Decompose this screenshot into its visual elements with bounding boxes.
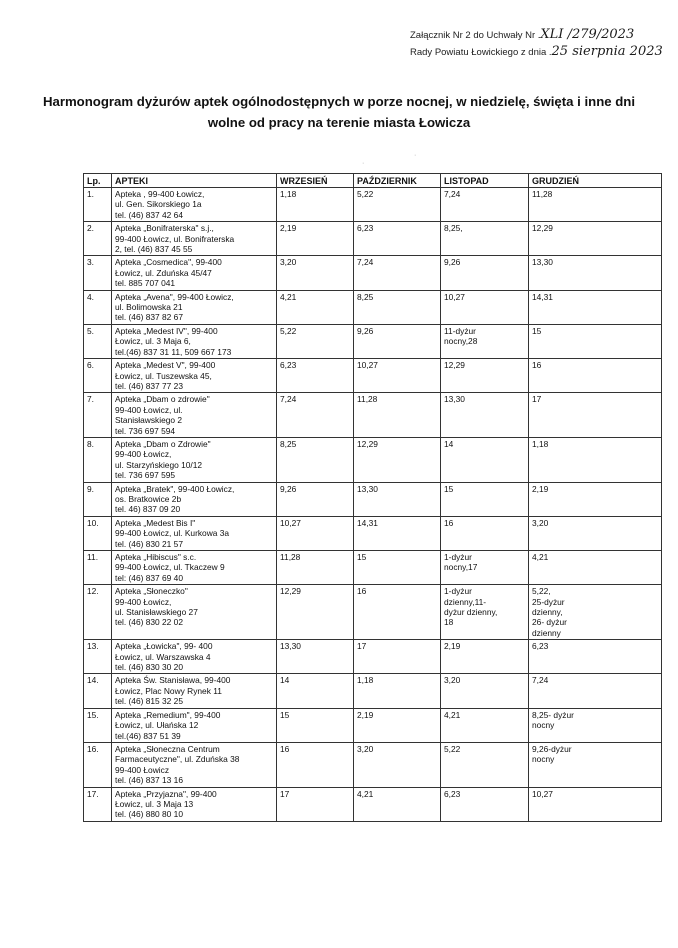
table-row [84, 256, 662, 290]
duty-days-line: 10,27 [280, 517, 301, 528]
pharmacy-cell [112, 742, 277, 787]
pharmacy-info-line: tel. (46) 837 77 23 [115, 380, 183, 391]
pharmacy-info-line: tel. (46) 830 21 57 [115, 538, 183, 549]
table-row [84, 742, 662, 787]
duty-days-november [441, 516, 529, 550]
duty-days-line: dzienny, [532, 607, 563, 618]
duty-days-october [354, 482, 441, 516]
pharmacy-info-line: ul. Starzyńskiego 10/12 [115, 459, 203, 470]
duty-days-november [441, 437, 529, 482]
pharmacy-cell [112, 708, 277, 742]
duty-days-december [529, 708, 662, 742]
pharmacy-info-line: Apteka „Medest V", 99-400 [115, 360, 216, 371]
duty-days-december [529, 516, 662, 550]
duty-days-line: nocny [532, 754, 555, 765]
pharmacy-cell [112, 674, 277, 708]
duty-days-december [529, 787, 662, 821]
table-row [84, 640, 662, 674]
scan-speck: · [362, 160, 365, 167]
duty-days-line: 17 [532, 394, 542, 405]
duty-days-november [441, 256, 529, 290]
duty-days-september [277, 708, 354, 742]
row-number: 15. [84, 708, 112, 742]
header-december: GRUDZIEŃ [529, 174, 662, 188]
row-number: 5. [84, 324, 112, 358]
duty-days-line: 11,28 [532, 189, 553, 199]
pharmacy-info-line: Łowicz, ul. Ułańska 12 [115, 720, 199, 731]
pharmacy-cell [112, 359, 277, 393]
pharmacy-cell [112, 324, 277, 358]
duty-days-line: 10,27 [444, 291, 465, 302]
duty-days-line: 14 [444, 438, 454, 449]
duty-days-october [354, 742, 441, 787]
duty-days-september [277, 482, 354, 516]
duty-days-october [354, 640, 441, 674]
duty-days-october [354, 551, 441, 585]
duty-days-line: 1-dyżur [444, 586, 472, 597]
duty-days-line: 6,23 [357, 223, 374, 234]
duty-days-november [441, 674, 529, 708]
pharmacy-info-line: tel. (46) 837 82 67 [115, 312, 183, 323]
duty-days-september [277, 359, 354, 393]
pharmacy-info-line: Apteka „Remedium", 99-400 [115, 709, 221, 720]
duty-days-line: 14 [280, 675, 290, 686]
pharmacy-info-line: ul. Gen. Sikorskiego 1a [115, 199, 202, 210]
pharmacy-info-line: tel. 736 697 595 [115, 470, 176, 481]
duty-days-september [277, 516, 354, 550]
pharmacy-info-line: tel.(46) 837 31 11, 509 667 173 [115, 346, 232, 357]
pharmacy-info-line: tel. 885 707 041 [115, 278, 176, 289]
table-row [84, 290, 662, 324]
pharmacy-info-line: Apteka „Cosmedica", 99-400 [115, 257, 222, 268]
pharmacy-info-line: Farmaceutyczne", ul. Zduńska 38 [115, 754, 240, 765]
duty-days-december [529, 222, 662, 256]
duty-days-line: 10,27 [357, 360, 378, 371]
duty-days-december [529, 256, 662, 290]
duty-days-line: nocny,17 [444, 562, 478, 573]
table-row [84, 437, 662, 482]
duty-days-november [441, 640, 529, 674]
pharmacy-info-line: Łowicz, ul. Tuszewska 45, [115, 370, 212, 381]
duty-days-line: 7,24 [357, 257, 374, 268]
duty-days-line: 6,23 [280, 360, 297, 371]
table-row [84, 551, 662, 585]
pharmacy-info-line: tel. (46) 837 13 16 [115, 775, 183, 786]
duty-days-line: 16 [444, 517, 454, 528]
duty-days-september [277, 222, 354, 256]
duty-days-december [529, 290, 662, 324]
duty-days-line: 14,31 [532, 291, 553, 302]
handwritten-date: 25 sierpnia 2023 [551, 44, 663, 59]
table-row [84, 188, 662, 222]
pharmacy-info-line: 99-400 Łowicz, ul. Kurkowa 3a [115, 528, 230, 539]
duty-days-october [354, 787, 441, 821]
duty-days-line: 6,23 [444, 788, 461, 799]
duty-days-december [529, 640, 662, 674]
duty-days-line: 8,25, [444, 223, 463, 234]
duty-days-october [354, 359, 441, 393]
duty-days-line: dzienny,11- [444, 596, 487, 607]
pharmacy-info-line: 99-400 Łowicz [115, 764, 170, 775]
document-title [0, 91, 678, 133]
pharmacy-cell [112, 551, 277, 585]
duty-days-november [441, 290, 529, 324]
duty-days-line: 17 [357, 641, 367, 652]
duty-days-september [277, 324, 354, 358]
handwritten-resolution-number: XLI /279/2023 [540, 27, 635, 42]
duty-days-line: 6,23 [532, 641, 549, 652]
pharmacy-cell [112, 437, 277, 482]
table-row [84, 585, 662, 640]
pharmacy-info-line: Apteka „Słoneczna Centrum [115, 743, 220, 754]
duty-days-december [529, 742, 662, 787]
attachment-resolution-text: Załącznik Nr 2 do Uchwały Nr . [410, 30, 541, 41]
duty-days-line: 9,26 [280, 483, 297, 494]
attachment-header [410, 27, 678, 61]
duty-days-line: 7,24 [280, 394, 297, 405]
duty-days-line: 12,29 [357, 438, 378, 449]
duty-days-december [529, 437, 662, 482]
duty-days-line: 9,26 [444, 257, 461, 268]
row-number: 2. [84, 222, 112, 256]
duty-days-line: 9,26 [357, 325, 374, 336]
duty-days-november [441, 324, 529, 358]
duty-days-line: 15 [280, 709, 290, 720]
table-row [84, 516, 662, 550]
pharmacy-info-line: 99-400 Łowicz, ul. [115, 404, 183, 415]
duty-days-line: 2,19 [532, 483, 549, 494]
table-row [84, 787, 662, 821]
duty-days-september [277, 188, 354, 222]
duty-days-december [529, 482, 662, 516]
duty-days-line: 7,24 [444, 189, 461, 199]
duty-days-september [277, 290, 354, 324]
duty-days-line: 8,25 [280, 438, 297, 449]
duty-days-line: 3,20 [280, 257, 297, 268]
pharmacy-info-line: tel. (46) 815 32 25 [115, 696, 183, 707]
duty-days-line: 3,20 [357, 743, 374, 754]
duty-days-line: 15 [532, 325, 542, 336]
duty-days-line: 13,30 [280, 641, 301, 652]
row-number: 13. [84, 640, 112, 674]
pharmacy-info-line: 99-400 Łowicz, ul. Bonifraterska [115, 233, 235, 244]
table-header-row [84, 174, 662, 188]
pharmacy-info-line: Łowicz, ul. Zduńska 45/47 [115, 267, 212, 278]
table-row [84, 393, 662, 438]
duty-days-line: 4,21 [532, 552, 549, 562]
pharmacy-info-line: 99-400 Łowicz, ul. Tkaczew 9 [115, 562, 225, 573]
pharmacy-info-line: 2, tel. (46) 837 45 55 [115, 244, 193, 255]
duty-days-line: 12,29 [532, 223, 553, 234]
pharmacy-info-line: tel.(46) 837 51 39 [115, 730, 181, 741]
pharmacy-cell [112, 290, 277, 324]
duty-days-line: nocny [532, 720, 555, 731]
duty-days-september [277, 256, 354, 290]
duty-days-line: 14,31 [357, 517, 378, 528]
pharmacy-info-line: os. Bratkowice 2b [115, 493, 182, 504]
row-number: 11. [84, 551, 112, 585]
duty-days-september [277, 674, 354, 708]
duty-days-december [529, 551, 662, 585]
pharmacy-info-line: tel. (46) 830 22 02 [115, 617, 183, 628]
duty-days-line: 3,20 [444, 675, 461, 686]
pharmacy-info-line: tel. (46) 830 30 20 [115, 662, 183, 673]
duty-days-october [354, 585, 441, 640]
duty-days-line: 13,30 [357, 483, 378, 494]
row-number: 3. [84, 256, 112, 290]
duty-days-december [529, 188, 662, 222]
duty-days-september [277, 585, 354, 640]
pharmacy-info-line: tel. (46) 837 42 64 [115, 209, 183, 220]
duty-days-december [529, 393, 662, 438]
row-number: 10. [84, 516, 112, 550]
pharmacy-cell [112, 393, 277, 438]
duty-days-october [354, 324, 441, 358]
pharmacy-cell [112, 640, 277, 674]
duty-days-september [277, 640, 354, 674]
row-number: 8. [84, 437, 112, 482]
pharmacy-info-line: tel. (46) 880 80 10 [115, 809, 183, 820]
pharmacy-info-line: tel. 46) 837 09 20 [115, 504, 181, 515]
table-row [84, 482, 662, 516]
header-lp: Lp. [84, 174, 112, 188]
duty-days-line: 3,20 [532, 517, 549, 528]
duty-days-line: 1,18 [280, 189, 297, 199]
table-row [84, 222, 662, 256]
row-number: 1. [84, 188, 112, 222]
duty-days-line: 1,18 [532, 438, 549, 449]
scan-speck: · [414, 152, 417, 159]
pharmacy-info-line: tel: (46) 837 69 40 [115, 572, 183, 583]
duty-days-line: 15 [444, 483, 454, 494]
duty-days-october [354, 674, 441, 708]
duty-days-line: 16 [280, 743, 290, 754]
duty-days-november [441, 482, 529, 516]
duty-days-october [354, 516, 441, 550]
pharmacy-info-line: Apteka „Medest IV", 99-400 [115, 325, 218, 336]
pharmacy-info-line: Apteka „Słoneczko" [115, 586, 188, 597]
duty-days-line: 2,19 [444, 641, 461, 652]
duty-days-november [441, 742, 529, 787]
duty-days-line: 16 [357, 586, 367, 597]
pharmacy-info-line: Apteka Św. Stanisława, 99-400 [115, 675, 231, 686]
pharmacy-info-line: Apteka „Hibiscus" s.c. [115, 552, 197, 562]
duty-days-november [441, 585, 529, 640]
duty-days-october [354, 708, 441, 742]
duty-days-september [277, 393, 354, 438]
duty-days-line: 2,19 [357, 709, 374, 720]
duty-days-line: 16 [532, 360, 542, 371]
duty-days-november [441, 393, 529, 438]
table-row [84, 324, 662, 358]
duty-days-line: 8,25- dyżur [532, 709, 574, 720]
header-november: LISTOPAD [441, 174, 529, 188]
duty-days-december [529, 359, 662, 393]
row-number: 7. [84, 393, 112, 438]
pharmacy-info-line: Apteka „Dbam o Zdrowie" [115, 438, 211, 449]
pharmacy-info-line: Apteka „Avena", 99-400 Łowicz, [115, 291, 234, 302]
duty-days-line: 4,21 [444, 709, 461, 720]
duty-days-september [277, 742, 354, 787]
pharmacy-info-line: Stanisławskiego 2 [115, 415, 183, 426]
duty-days-november [441, 787, 529, 821]
table-row [84, 708, 662, 742]
duty-days-october [354, 290, 441, 324]
duty-days-line: 13,30 [532, 257, 553, 268]
pharmacy-info-line: Łowicz, ul. 3 Maja 6, [115, 336, 191, 347]
duty-days-november [441, 188, 529, 222]
duty-days-line: 8,25 [357, 291, 374, 302]
duty-days-line: 12,29 [280, 586, 301, 597]
pharmacy-cell [112, 256, 277, 290]
attachment-line-2 [410, 44, 678, 61]
row-number: 4. [84, 290, 112, 324]
duty-days-september [277, 551, 354, 585]
title-line-2: wolne od pracy na terenie miasta Łowicza [207, 115, 471, 130]
duty-days-line: 17 [280, 788, 290, 799]
attachment-line-1 [410, 27, 678, 44]
duty-days-line: 1-dyżur [444, 552, 472, 562]
duty-days-line: 1,18 [357, 675, 374, 686]
duty-days-line: 15 [357, 552, 367, 562]
duty-days-line: dyżur dzienny, [444, 607, 498, 618]
duty-days-october [354, 256, 441, 290]
duty-days-line: 11,28 [280, 552, 301, 562]
duty-days-november [441, 222, 529, 256]
row-number: 9. [84, 482, 112, 516]
pharmacy-info-line: Apteka , 99-400 Łowicz, [115, 189, 205, 199]
duty-days-line: 5,22 [280, 325, 297, 336]
attachment-council-text: Rady Powiatu Łowickiego z dnia . [410, 47, 552, 58]
duty-schedule-table [83, 173, 662, 822]
duty-days-line: 18 [444, 617, 454, 628]
duty-days-line: 11,28 [357, 394, 378, 405]
duty-days-december [529, 324, 662, 358]
row-number: 16. [84, 742, 112, 787]
duty-days-october [354, 437, 441, 482]
pharmacy-info-line: Apteka „Bonifraterska" s.j., [115, 223, 214, 234]
pharmacy-cell [112, 516, 277, 550]
duty-days-line: 5,22 [444, 743, 461, 754]
row-number: 17. [84, 787, 112, 821]
pharmacy-info-line: Łowicz, ul. 3 Maja 13 [115, 798, 194, 809]
duty-days-line: 5,22, [532, 586, 551, 597]
title-line-1: Harmonogram dyżurów aptek ogólnodostępnych w porze nocnej, w niedzielę, święta i inne dni [42, 94, 636, 109]
duty-days-september [277, 437, 354, 482]
duty-days-line: 9,26-dyżur [532, 743, 572, 754]
duty-days-line: 26- dyżur [532, 617, 567, 628]
duty-days-line: nocny,28 [444, 336, 478, 347]
duty-days-line: 7,24 [532, 675, 549, 686]
pharmacy-info-line: 99-400 Łowicz, [115, 449, 172, 460]
pharmacy-info-line: ul. Stanisławskiego 27 [115, 607, 198, 618]
pharmacy-cell [112, 222, 277, 256]
header-pharmacies: APTEKI [112, 174, 277, 188]
duty-days-line: 2,19 [280, 223, 297, 234]
duty-days-november [441, 359, 529, 393]
duty-days-line: 5,22 [357, 189, 374, 199]
duty-days-line: 12,29 [444, 360, 465, 371]
pharmacy-info-line: Apteka „Przyjazna", 99-400 [115, 788, 217, 799]
duty-days-october [354, 222, 441, 256]
pharmacy-cell [112, 787, 277, 821]
duty-days-line: 10,27 [532, 788, 553, 799]
pharmacy-info-line: tel. 736 697 594 [115, 425, 176, 436]
duty-days-line: 4,21 [357, 788, 374, 799]
pharmacy-info-line: Apteka „Dbam o zdrowie" [115, 394, 210, 405]
header-october: PAŹDZIERNIK [354, 174, 441, 188]
pharmacy-cell [112, 482, 277, 516]
pharmacy-info-line: Apteka „Medest Bis I" [115, 517, 196, 528]
pharmacy-info-line: Apteka „Łowicka", 99- 400 [115, 641, 213, 652]
pharmacy-info-line: ul. Bolimowska 21 [115, 302, 183, 313]
pharmacy-info-line: Apteka „Bratek", 99-400 Łowicz, [115, 483, 235, 494]
pharmacy-info-line: Łowicz, ul. Warszawska 4 [115, 651, 211, 662]
duty-days-december [529, 674, 662, 708]
duty-days-december [529, 585, 662, 640]
duty-days-november [441, 551, 529, 585]
duty-days-october [354, 393, 441, 438]
pharmacy-info-line: 99-400 Łowicz, [115, 596, 172, 607]
pharmacy-cell [112, 585, 277, 640]
duty-days-line: 25-dyżur [532, 596, 565, 607]
duty-days-line: 11-dyżur [444, 325, 476, 336]
duty-days-line: 13,30 [444, 394, 465, 405]
table-row [84, 674, 662, 708]
duty-days-september [277, 787, 354, 821]
header-september: WRZESIEŃ [277, 174, 354, 188]
pharmacy-cell [112, 188, 277, 222]
pharmacy-info-line: Łowicz, Plac Nowy Rynek 11 [115, 685, 222, 696]
duty-days-november [441, 708, 529, 742]
duty-days-line: 4,21 [280, 291, 297, 302]
duty-days-october [354, 188, 441, 222]
table-row [84, 359, 662, 393]
table-body [84, 188, 662, 822]
duty-days-line: dzienny [532, 627, 561, 638]
row-number: 6. [84, 359, 112, 393]
row-number: 14. [84, 674, 112, 708]
row-number: 12. [84, 585, 112, 640]
